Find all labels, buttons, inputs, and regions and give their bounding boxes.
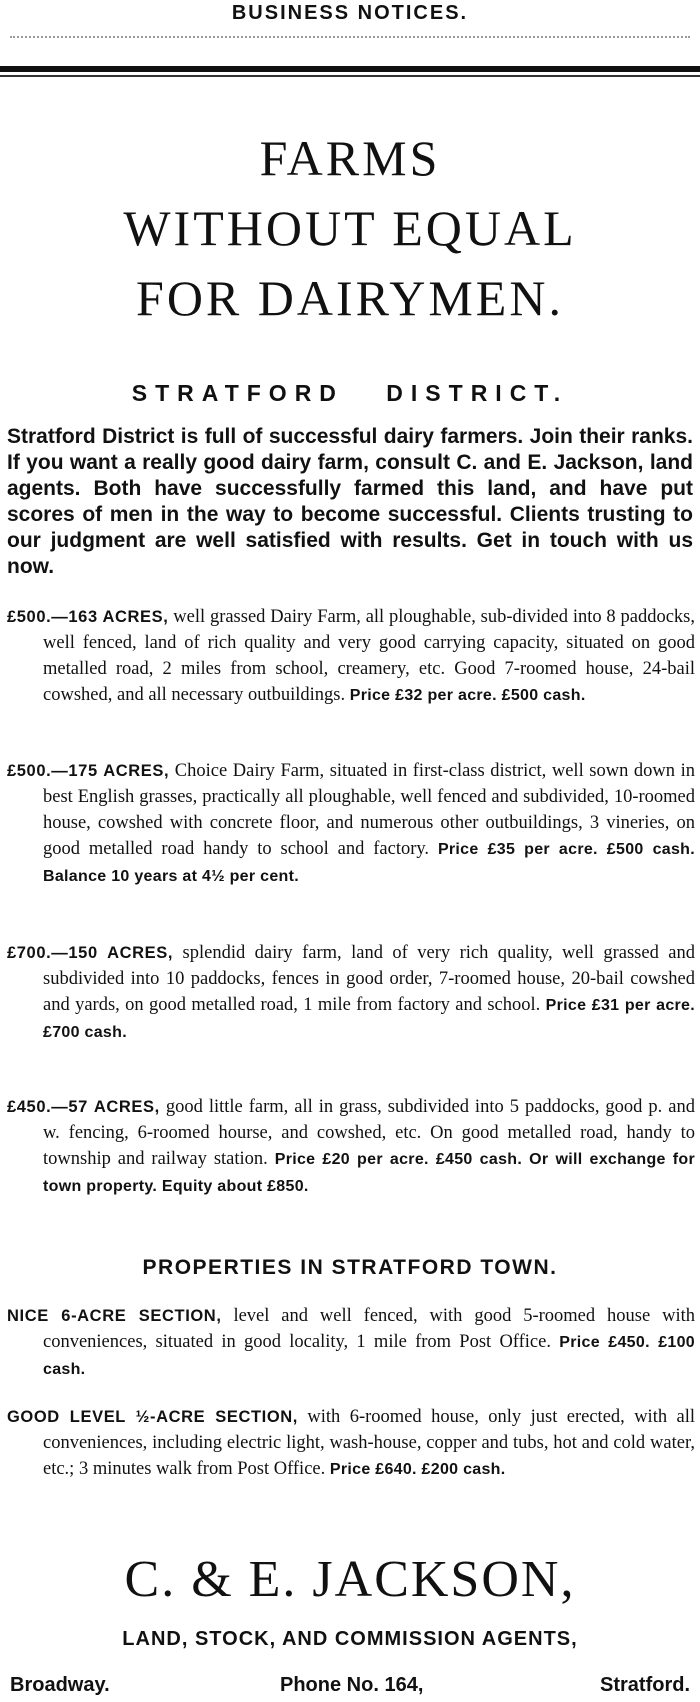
listing-body: well grassed Dairy Farm, all ploughable, sub-divided into 8 paddocks, well fenced, land of rich quality and very good carrying capacity, situated on good metalled road, 2 miles from school, creamery, etc. Good 7-roomed house, 24-bail cowshed, and all necessary outbuildings. — [43, 607, 696, 705]
listing-body: with 6-roomed house, only just erected, with all conveniences, including electric light, wash-house, copper and tubs, hot and cold water, etc.; 3 minutes walk from Post Office. — [43, 1407, 696, 1479]
farm-listing-4 — [7, 1094, 695, 1200]
listing-price: Price £31 per acre. £700 cash. — [43, 997, 696, 1041]
listing-lead: £500.—175 ACRES, — [7, 762, 170, 780]
listing-body: Choice Dairy Farm, situated in first-class district, well sown down in best English grasses, practically all ploughable, well fenced and subdivided, 10-roomed house, cowshed with concrete floor, and numerous other outbuildings, 3 vineries, on good metalled road handy to school and factory. — [43, 761, 695, 859]
listing-lead: £700.—150 ACRES, — [7, 944, 174, 962]
listing-price: Price £32 per acre. £500 cash. — [349, 687, 586, 704]
town-listing-1 — [7, 1303, 695, 1383]
contact-footer — [10, 1671, 690, 1699]
listing-lead: £450.—57 ACRES, — [7, 1098, 160, 1116]
dotted-rule — [10, 36, 690, 40]
listing-body: level and well fenced, with good 5-roomed house with conveniences, situated in good locality, 1 mile from Post Office. — [43, 1306, 696, 1352]
section-masthead: BUSINESS NOTICES. — [231, 2, 469, 24]
firm-tagline: LAND, STOCK, AND COMMISSION AGENTS, — [122, 1628, 578, 1650]
intro-paragraph: Stratford District is full of successful dairy farmers. Join their ranks. If you want a really good dairy farm, consult C. and E. Jackson, land agents. Both have successfully farmed this land, and have put scores of men in the way to become successful. Clients trusting to our judgment are well satisfied with results. Get in touch with us now. — [7, 425, 693, 578]
thin-rule — [0, 75, 700, 77]
footer-town: Stratford. — [600, 1674, 690, 1696]
district-heading: STRATFORD DISTRICT. — [131, 380, 569, 406]
headline-line-1: FARMS — [259, 130, 441, 186]
listing-price: Price £640. £200 cash. — [329, 1461, 506, 1478]
headline-line-2: WITHOUT EQUAL — [123, 200, 577, 256]
headline-line-3: FOR DAIRYMEN. — [136, 270, 564, 326]
farm-listing-2 — [7, 758, 695, 890]
listing-lead: £500.—163 ACRES, — [7, 608, 169, 626]
footer-street: Broadway. — [10, 1674, 110, 1696]
farm-listing-1 — [7, 604, 695, 709]
town-listing-2 — [7, 1404, 695, 1483]
listing-lead: NICE 6-ACRE SECTION, — [7, 1307, 222, 1325]
thick-rule — [0, 66, 700, 72]
listing-body: splendid dairy farm, land of very rich quality, well grassed and subdivided into 10 paddocks, fences in good order, 7-roomed house, 20-bail cowshed and yards, on good metalled road, 1 mile from factory and school. — [43, 943, 696, 1015]
listing-lead: GOOD LEVEL ½-ACRE SECTION, — [7, 1408, 298, 1426]
footer-phone: Phone No. 164, — [280, 1674, 424, 1696]
farm-listing-3 — [7, 940, 695, 1046]
listing-price: Price £35 per acre. £500 cash. Balance 10 years at 4½ per cent. — [43, 841, 695, 885]
listing-price: Price £20 per acre. £450 cash. Or will exchange for town property. Equity about £850. — [43, 1151, 695, 1195]
listing-body: good little farm, all in grass, subdivided into 5 paddocks, good p. and w. fencing, 6-roomed hourse, and cowshed, etc. On good metalled road, handy to township and railway station. — [43, 1097, 695, 1169]
listing-price: Price £450. £100 cash. — [43, 1334, 695, 1378]
firm-name: C. & E. JACKSON, — [124, 1551, 576, 1608]
town-heading: PROPERTIES IN STRATFORD TOWN. — [142, 1256, 558, 1279]
